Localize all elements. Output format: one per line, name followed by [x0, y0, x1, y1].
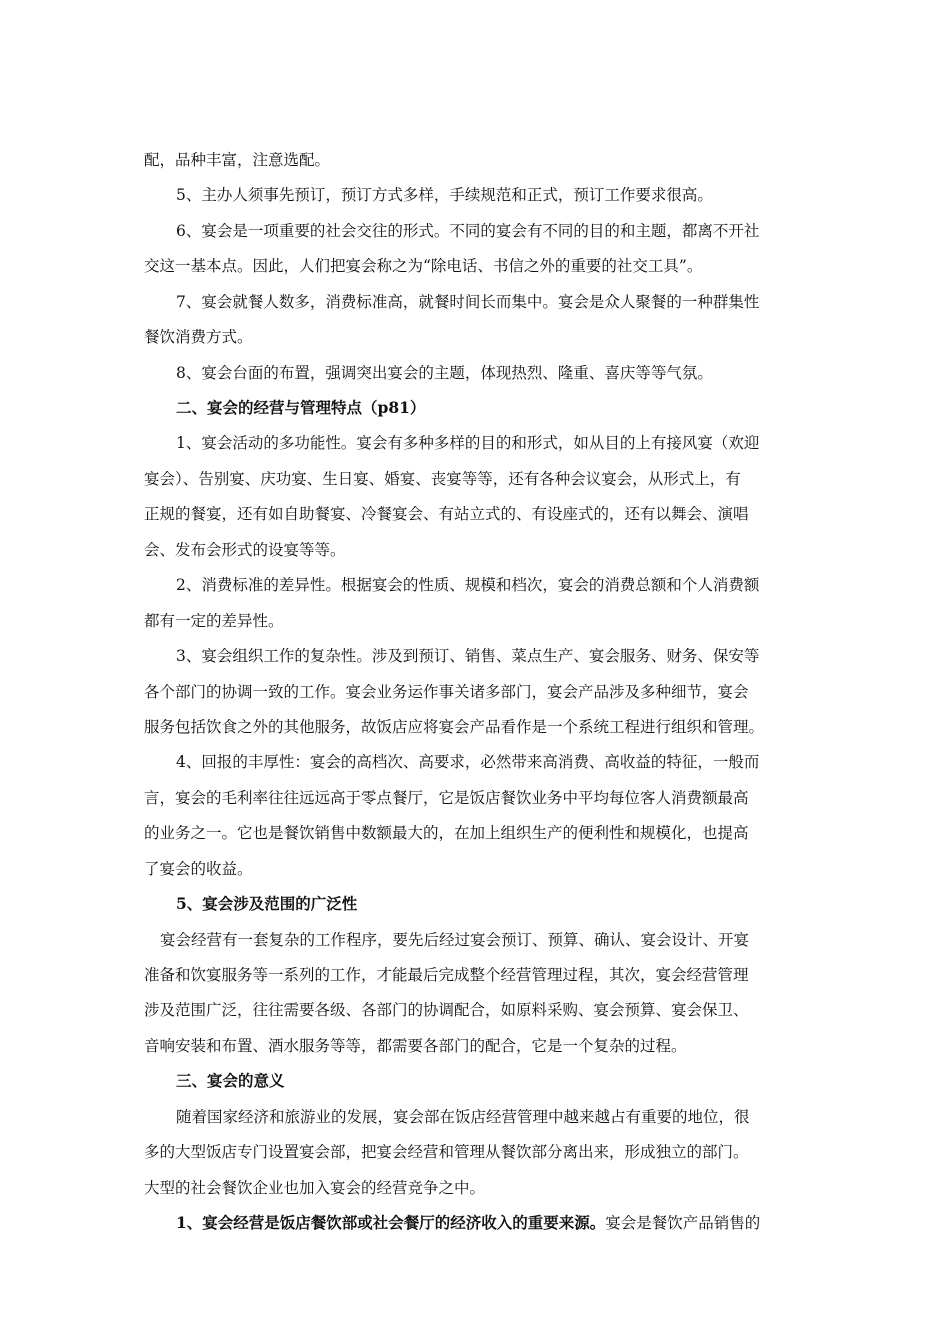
paragraph-line: 6、宴会是一项重要的社会交往的形式。不同的宴会有不同的目的和主题，都离不开社 — [176, 222, 760, 240]
paragraph-line: 宴会）、告别宴、庆功宴、生日宴、婚宴、丧宴等等，还有各种会议宴会，从形式上，有 — [144, 470, 741, 488]
subsection-heading: 5、宴会涉及范围的广泛性 — [176, 894, 358, 913]
paragraph-line: 大型的社会餐饮企业也加入宴会的经营竞争之中。 — [144, 1179, 486, 1197]
paragraph-line: 音响安装和布置、酒水服务等等，都需要各部门的配合，它是一个复杂的过程。 — [144, 1037, 687, 1055]
paragraph-line: 言，宴会的毛利率往往远远高于零点餐厅，它是饭店餐饮业务中平均每位客人消费额最高 — [144, 789, 749, 807]
paragraph-line: 随着国家经济和旅游业的发展，宴会部在饭店经营管理中越来越占有重要的地位，很 — [176, 1108, 750, 1126]
paragraph-line: 1、宴会活动的多功能性。宴会有多种多样的目的和形式，如从目的上有接风宴（欢迎 — [176, 434, 760, 452]
paragraph-line: 的业务之一。它也是餐饮销售中数额最大的，在加上组织生产的便利性和规模化，也提高 — [144, 824, 749, 842]
paragraph-line: 配，品种丰富，注意选配。 — [144, 151, 331, 169]
bold-lead-text: 1、宴会经营是饭店餐饮部或社会餐厅的经济收入的重要来源。 — [176, 1213, 606, 1232]
paragraph-line: 服务包括饮食之外的其他服务，故饭店应将宴会产品看作是一个系统工程进行组织和管理。 — [144, 718, 765, 736]
paragraph-line: 都有一定的差异性。 — [144, 612, 284, 630]
paragraph-line: 4、回报的丰厚性：宴会的高档次、高要求，必然带来高消费、高收益的特征，一般而 — [176, 753, 760, 771]
paragraph-text: 宴会是餐饮产品销售的 — [605, 1214, 761, 1232]
paragraph-line: 各个部门的协调一致的工作。宴会业务运作事关诸多部门，宴会产品涉及多种细节，宴会 — [144, 683, 749, 701]
paragraph-line: 5、主办人须事先预订，预订方式多样，手续规范和正式，预订工作要求很高。 — [176, 186, 713, 204]
paragraph-line: 涉及范围广泛，往往需要各级、各部门的协调配合，如原料采购、宴会预算、宴会保卫、 — [144, 1001, 749, 1019]
paragraph-line: 准备和饮宴服务等一系列的工作，才能最后完成整个经营管理过程，其次，宴会经营管理 — [144, 966, 749, 984]
section-heading: 三、宴会的意义 — [176, 1071, 285, 1090]
paragraph-line: 2、消费标准的差异性。根据宴会的性质、规模和档次，宴会的消费总额和个人消费额 — [176, 576, 760, 594]
paragraph-line: 多的大型饭店专门设置宴会部，把宴会经营和管理从餐饮部分离出来，形成独立的部门。 — [144, 1143, 749, 1161]
paragraph-line: 交这一基本点。因此，人们把宴会称之为“除电话、书信之外的重要的社交工具”。 — [144, 257, 703, 275]
paragraph-line: 3、宴会组织工作的复杂性。涉及到预订、销售、菜点生产、宴会服务、财务、保安等 — [176, 647, 760, 665]
paragraph-line: 宴会经营有一套复杂的工作程序，要先后经过宴会预订、预算、确认、宴会设计、开宴 — [160, 931, 750, 949]
section-heading: 二、宴会的经营与管理特点（p81） — [176, 398, 426, 417]
paragraph-line: 8、宴会台面的布置，强调突出宴会的主题，体现热烈、隆重、喜庆等等气氛。 — [176, 364, 713, 382]
paragraph-line: 会、发布会形式的设宴等等。 — [144, 541, 346, 559]
paragraph-line: 正规的餐宴，还有如自助餐宴、冷餐宴会、有站立式的、有设座式的，还有以舞会、演唱 — [144, 505, 749, 523]
paragraph-line — [176, 1213, 760, 1233]
paragraph-line: 了宴会的收益。 — [144, 860, 253, 878]
paragraph-line: 7、宴会就餐人数多，消费标准高，就餐时间长而集中。宴会是众人聚餐的一种群集性 — [176, 293, 760, 311]
paragraph-line: 餐饮消费方式。 — [144, 328, 253, 346]
